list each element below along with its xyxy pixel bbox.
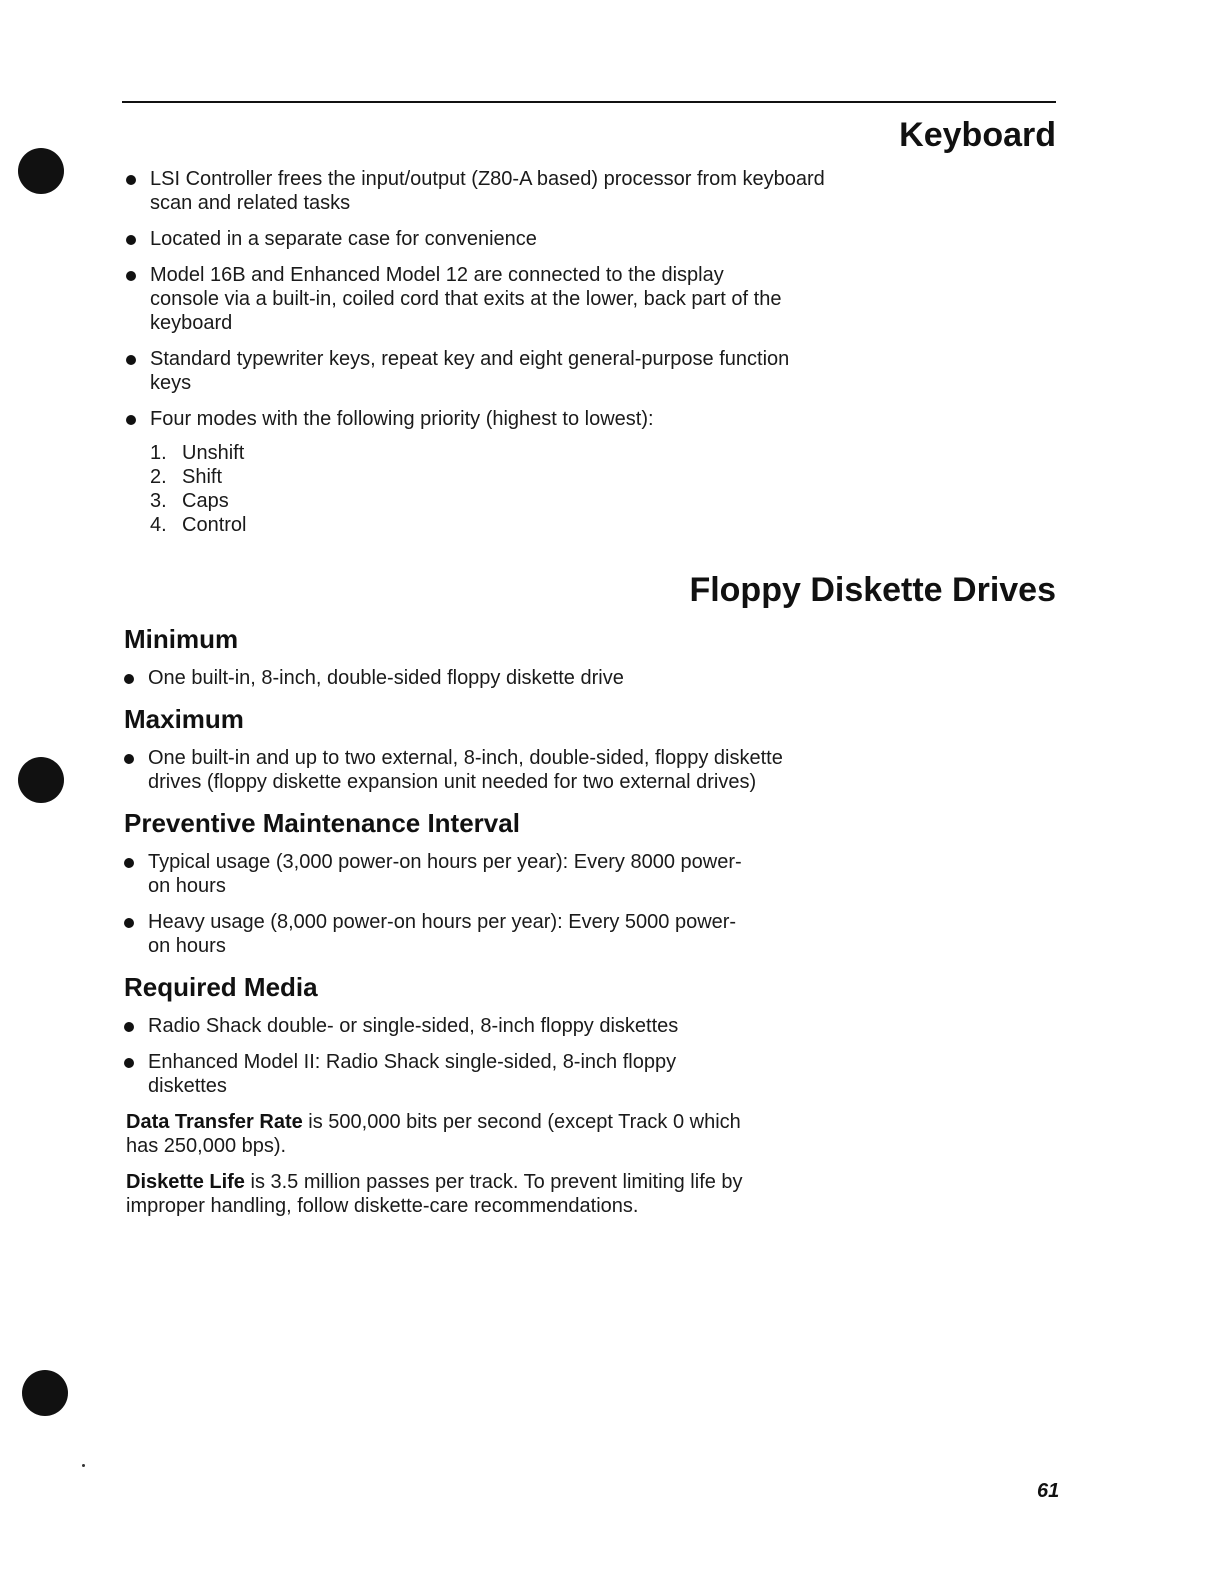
keyboard-bullet: Standard typewriter keys, repeat key and eight general-purpose function keys <box>126 347 810 395</box>
punch-hole-middle <box>18 757 64 803</box>
media-bullet: Enhanced Model II: Radio Shack single-sided, 8-inch floppy diskettes <box>124 1050 758 1098</box>
keyboard-bullet: Located in a separate case for convenience <box>126 227 826 251</box>
keyboard-bullet: LSI Controller frees the input/output (Z80-A based) processor from keyboard scan and related tasks <box>126 167 826 215</box>
mode-label: Shift <box>182 466 223 488</box>
punch-hole-top <box>18 148 64 194</box>
mode-number: 4. <box>150 514 167 536</box>
minimum-heading: Minimum <box>124 624 239 654</box>
minimum-list <box>124 666 814 690</box>
mode-item <box>150 441 826 465</box>
maximum-heading: Maximum <box>124 704 244 734</box>
floppy-title: Floppy Diskette Drives <box>689 571 1056 609</box>
maximum-list <box>124 746 814 794</box>
header-rule <box>122 101 1056 103</box>
diskette-life-paragraph <box>126 1170 806 1218</box>
keyboard-title: Keyboard <box>899 116 1056 154</box>
maintenance-list <box>124 850 814 958</box>
keyboard-bullet: Four modes with the following priority (highest to lowest): <box>126 407 826 431</box>
transfer-rate-label: Data Transfer Rate <box>126 1111 303 1133</box>
mode-label: Control <box>182 514 247 536</box>
maximum-bullet: One built-in and up to two external, 8-inch, double-sided, floppy diskette drives (floppy diskette expansion unit needed for two external drives) <box>124 746 788 794</box>
media-bullet: Radio Shack double- or single-sided, 8-inch floppy diskettes <box>124 1014 814 1038</box>
floppy-section <box>124 622 814 1230</box>
keyboard-bullet-list <box>126 167 826 537</box>
mode-label: Unshift <box>182 442 245 464</box>
mode-item <box>150 489 826 513</box>
mode-item <box>150 513 826 537</box>
mode-item <box>150 465 826 489</box>
maintenance-bullet: Typical usage (3,000 power-on hours per year): Every 8000 power-on hours <box>124 850 748 898</box>
diskette-life-text: is 3.5 million passes per track. To prevent limiting life by improper handling, follow diskette-care recommendations. <box>126 1171 743 1217</box>
mode-number: 3. <box>150 490 167 512</box>
minimum-bullet: One built-in, 8-inch, double-sided floppy diskette drive <box>124 666 814 690</box>
page-number: 61 <box>1037 1480 1060 1502</box>
mode-list <box>150 441 826 537</box>
mode-number: 1. <box>150 442 167 464</box>
punch-hole-bottom <box>22 1370 68 1416</box>
maintenance-heading: Preventive Maintenance Interval <box>124 808 520 838</box>
transfer-rate-text: is 500,000 bits per second (except Track 0 which has 250,000 bps). <box>126 1111 741 1157</box>
scan-speck <box>82 1464 85 1467</box>
maintenance-bullet: Heavy usage (8,000 power-on hours per year): Every 5000 power-on hours <box>124 910 738 958</box>
media-heading: Required Media <box>124 972 318 1002</box>
media-list <box>124 1014 814 1098</box>
mode-list-container <box>126 441 826 537</box>
keyboard-bullet: Model 16B and Enhanced Model 12 are connected to the display console via a built-in, coiled cord that exits at the lower, back part of the keyboard <box>126 263 790 335</box>
transfer-rate-paragraph <box>126 1110 756 1158</box>
mode-label: Caps <box>182 490 229 512</box>
mode-number: 2. <box>150 466 167 488</box>
diskette-life-label: Diskette Life <box>126 1171 245 1193</box>
